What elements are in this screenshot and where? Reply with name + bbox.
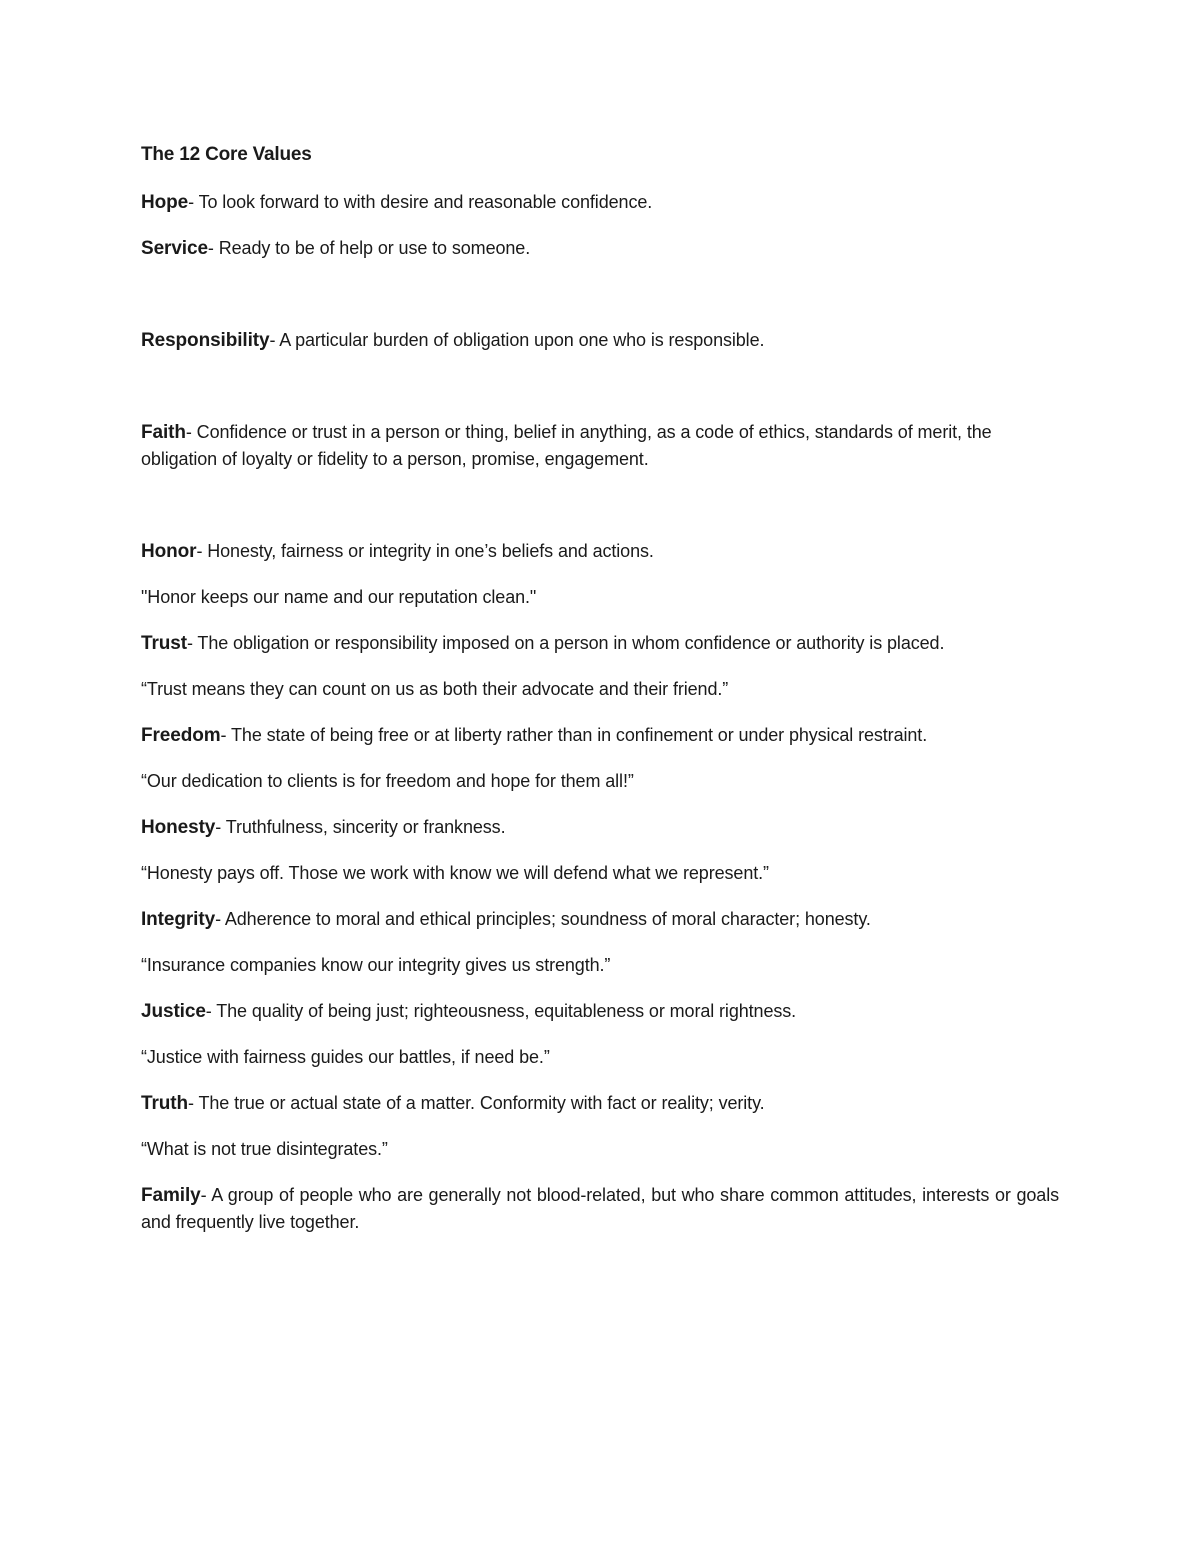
value-quote-freedom: “Our dedication to clients is for freedom and hope for them all!” xyxy=(141,771,634,791)
value-entry-justice xyxy=(141,998,1059,1025)
value-term: Honesty xyxy=(141,817,216,838)
value-term: Freedom xyxy=(141,725,221,746)
value-definition: - The obligation or responsibility imposed on a person in whom confidence or authority is placed. xyxy=(186,633,945,653)
value-term: Truth xyxy=(141,1093,188,1114)
value-quote-justice: “Justice with fairness guides our battles, if need be.” xyxy=(141,1047,550,1067)
value-definition: - The state of being free or at liberty rather than in confinement or under physical restraint. xyxy=(220,725,928,745)
value-entry-faith xyxy=(141,419,1059,473)
value-definition: - The quality of being just; righteousness, equitableness or moral rightness. xyxy=(205,1001,797,1021)
value-entry-integrity xyxy=(141,906,1059,933)
value-term: Faith xyxy=(141,422,186,443)
value-entry-service xyxy=(141,235,1059,262)
value-term: Hope xyxy=(141,192,189,213)
value-definition: - A particular burden of obligation upon one who is responsible. xyxy=(269,330,765,350)
value-quote-trust: “Trust means they can count on us as both their advocate and their friend.” xyxy=(141,679,729,699)
value-entry-hope xyxy=(141,189,1059,216)
value-definition: - A group of people who are generally not blood-related, but who share common attitudes, interests or goals and frequently live together. xyxy=(141,1185,1059,1232)
value-definition: - The true or actual state of a matter. Conformity with fact or reality; verity. xyxy=(188,1093,765,1113)
value-entry-responsibility xyxy=(141,327,1059,354)
value-entry-trust xyxy=(141,630,1059,657)
value-entry-honor xyxy=(141,538,1059,565)
value-definition: - Ready to be of help or use to someone. xyxy=(207,238,531,258)
value-term: Family xyxy=(141,1185,201,1206)
value-term: Service xyxy=(141,238,208,259)
value-entry-freedom xyxy=(141,722,1059,749)
value-term: Responsibility xyxy=(141,330,270,351)
value-term: Trust xyxy=(141,633,187,654)
value-term: Justice xyxy=(141,1001,206,1022)
value-definition: - Truthfulness, sincerity or frankness. xyxy=(215,817,506,837)
value-quote-integrity: “Insurance companies know our integrity gives us strength.” xyxy=(141,955,611,975)
value-quote-honesty: “Honesty pays off. Those we work with know we will defend what we represent.” xyxy=(141,863,769,883)
value-entry-honesty xyxy=(141,814,1059,841)
value-definition: - Honesty, fairness or integrity in one’s beliefs and actions. xyxy=(196,541,654,561)
value-entry-family xyxy=(141,1182,1059,1236)
value-term: Honor xyxy=(141,541,197,562)
value-definition: - To look forward to with desire and reasonable confidence. xyxy=(188,192,653,212)
value-definition: - Adherence to moral and ethical principles; soundness of moral character; honesty. xyxy=(215,909,871,929)
value-quote-truth: “What is not true disintegrates.” xyxy=(141,1139,388,1159)
value-definition: - Confidence or trust in a person or thing, belief in anything, as a code of ethics, standards of merit, the obligation of loyalty or fidelity to a person, promise, engagement. xyxy=(141,422,992,469)
document-title: The 12 Core Values xyxy=(141,144,312,165)
value-entry-truth xyxy=(141,1090,1059,1117)
value-quote-honor: "Honor keeps our name and our reputation clean." xyxy=(141,587,537,607)
document-body xyxy=(141,141,1059,1255)
value-term: Integrity xyxy=(141,909,216,930)
